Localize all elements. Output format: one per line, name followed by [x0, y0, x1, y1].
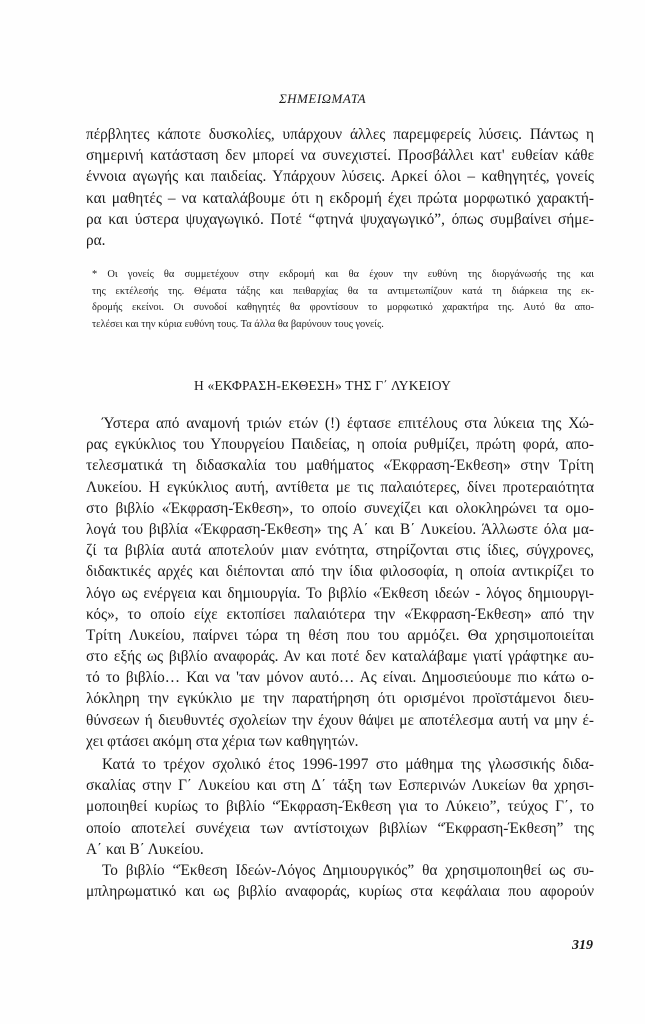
text-line: Τρίτη Λυκείου, παίρνει τώρα τη θέση που του αρμόζει. Θα χρησιμοποιείται [86, 626, 594, 644]
text-line: και μαθητές – να καταλάβουμε ότι η εκδρομή έχει πρώτα μορφωτικό χαρακτή- [86, 189, 594, 207]
text-line: μπληρωματικό και ως βιβλίο αναφοράς, κυρίως στα κεφάλαια που αφορούν [86, 883, 594, 901]
section-heading: Η «ΕΚΦΡΑΣΗ-ΕΚΘΕΣΗ» ΤΗΣ Γ΄ ΛΥΚΕΙΟΥ [193, 378, 452, 393]
text-line: λόγο ως ενέργεια και δημιουργία. Το βιβλίο «Έκθεση ιδεών - λόγος δημιουργι- [86, 584, 594, 602]
text-line: λογά του βιβλία «Έκφραση-Έκθεση» της Α΄ και Β΄ Λυκείου. Άλλωστε όλα μα- [86, 520, 594, 538]
page-number: 319 [572, 938, 593, 953]
section-paragraph-1 [86, 413, 594, 752]
section-paragraph-3 [86, 860, 594, 902]
text-line: οποίο αποτελεί συνέχεια των αντίστοιχων βιβλίων “Έκφραση-Έκθεση” της [86, 819, 594, 837]
text-line: ζί τα βιβλία αυτά αποτελούν μιαν ενότητα, στηρίζονται στις ίδιες, σύγχρονες, [86, 542, 594, 560]
text-line: Κατά το τρέχον σχολικό έτος 1996-1997 στο μάθημα της γλωσσικής διδα- [102, 756, 594, 773]
text-line: Α΄ και Β΄ Λυκείου. [86, 840, 204, 858]
text-line: διδακτικές αρχές και διέπονται από την ίδια φιλοσοφία, η οποία αντικρίζει το [86, 563, 594, 581]
running-head: ΣΗΜΕΙΩΜΑΤΑ [278, 91, 367, 106]
text-line: μοποιηθεί κυρίως το βιβλίο “Έκφραση-Έκθεση για το Λύκειο”, τεύχος Γ΄, το [86, 798, 594, 816]
text-line: θύνσεων ή διευθυντές σχολείων την έχουν θάψει με αποτέλεσμα αυτή να μην έ- [86, 711, 594, 729]
text-line: λόκληρη την εγκύκλιο με την παρατήρηση ότι ορισμένοι προϊστάμενοι διευ- [86, 690, 594, 708]
text-line: χει φτάσει ακόμη στα χέρια των καθηγητών. [86, 732, 359, 750]
text-line: κός», το οποίο είχε εκτοπίσει παλαιότερα την «Έκφραση-Έκθεση» από την [86, 605, 594, 623]
text-line: έννοια αγωγής και παιδείας. Υπάρχουν λύσεις. Αρκεί όλοι – καθηγητές, γονείς [86, 168, 594, 186]
section-paragraph-2 [86, 754, 594, 860]
text-line: * Οι γονείς θα συμμετέχουν στην εκδρομή και θα έχουν την ευθύνη της διοργάνωσής της και [92, 269, 594, 280]
text-line: Ύστερα από αναμονή τριών ετών (!) έφτασε επιτέλους στα λύκεια της Χώ- [102, 415, 594, 432]
text-line: τελέσει και την κύρια ευθύνη τους. Τα άλλα θα βαρύνουν τους γονείς. [92, 319, 384, 331]
footnote [92, 267, 594, 334]
text-line: σημερινή κατάσταση δεν μπορεί να συνεχιστεί. Προσβάλλει κατ' ευθείαν κάθε [86, 147, 594, 165]
text-line: σκαλίας στην Γ΄ Λυκείου και στη Δ΄ τάξη των Εσπερινών Λυκείων θα χρησι- [86, 777, 594, 795]
text-line: ρα. [86, 231, 106, 249]
text-line: της εκτέλεσής της. Θέματα τάξης και πειθαρχίας θα τα αντιμετωπίζουν κατά τη διάρκεια της εκ- [92, 285, 594, 297]
text-line: δρομής εκείνοι. Οι συνοδοί καθηγητές θα φροντίσουν το μορφωτικό χαρακτήρα της. Αυτό θα απο- [92, 302, 594, 314]
text-line: τό το βιβλίο… Και να 'ταν μόνον αυτό… Ας είναι. Δημοσιεύουμε πιο κάτω ο- [86, 669, 594, 687]
text-line: πέρβλητες κάποτε δυσκολίες, υπάρχουν άλλες παρεμφερείς λύσεις. Πάντως η [86, 126, 594, 143]
text-line: τελεσματικά τη διδασκαλία του μαθήματος «Έκφραση-Έκθεση» στην Τρίτη [86, 457, 594, 475]
text-line: στο εξής ως βιβλίο αναφοράς. Αν και ποτέ δεν καταλάβαμε γιατί γράφτηκε αυ- [86, 648, 594, 666]
text-line: στο βιβλίο «Έκφραση-Έκθεση», το οποίο συνεχίζει και ολοκληρώνει τα ομο- [86, 499, 594, 517]
text-line: Λυκείου. Η εγκύκλιος αυτή, αντίθετα με τις παλαιότερες, δίνει προτεραιότητα [86, 478, 594, 496]
text-line: ρας εγκύκλιος του Υπουργείου Παιδείας, η οποία ρυθμίζει, πρώτη φορά, απο- [86, 436, 594, 454]
text-line: ρα και ύστερα ψυχαγωγικό. Ποτέ “φτηνά ψυχαγωγικό”, όπως συμβαίνει σήμε- [86, 210, 594, 228]
intro-paragraph [86, 124, 594, 251]
text-line: Το βιβλίο “Έκθεση Ιδεών-Λόγος Δημιουργικός” θα χρησιμοποιηθεί ως συ- [102, 862, 594, 879]
